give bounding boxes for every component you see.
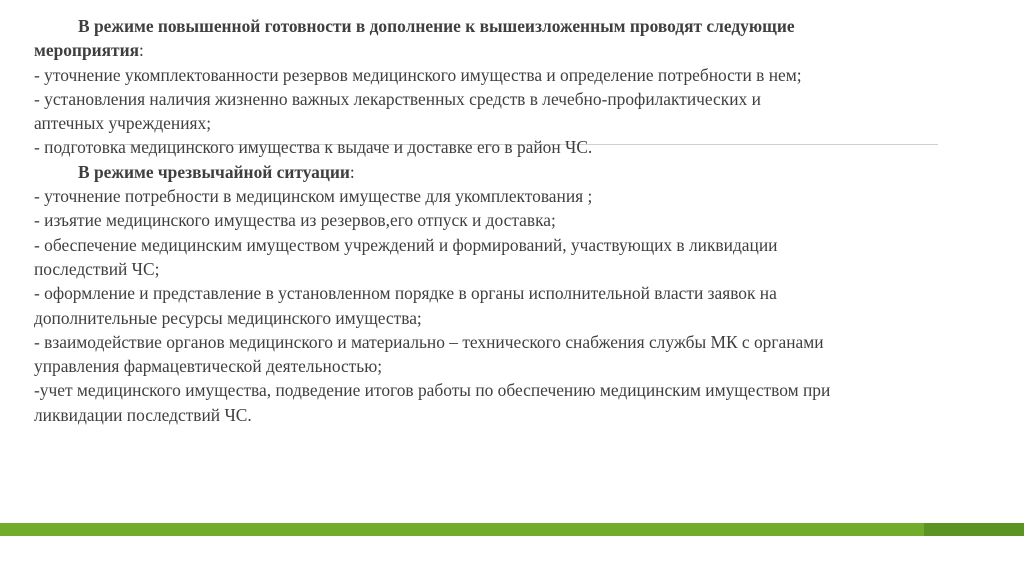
section2-heading: В режиме чрезвычайной ситуации bbox=[78, 161, 350, 182]
section2-item: - взаимодействие органов медицинского и материально – технического снабжения службы МК с органами bbox=[34, 331, 824, 352]
footer-accent-bar-dark bbox=[924, 523, 1024, 536]
section2-item: - изъятие медицинского имущества из резервов,его отпуск и доставка; bbox=[34, 210, 556, 231]
section1-heading-colon: : bbox=[139, 40, 144, 61]
section2-heading-colon: : bbox=[349, 161, 355, 182]
section2-heading-line bbox=[34, 160, 986, 184]
slide-text-block bbox=[34, 14, 986, 427]
section1-heading-line bbox=[34, 14, 986, 38]
section2-item: ликвидации последствий ЧС. bbox=[34, 404, 252, 425]
footer-accent-bar bbox=[0, 523, 1024, 536]
section2-item: - уточнение потребности в медицинском имуществе для укомплектования ; bbox=[34, 186, 593, 207]
section1-item: - подготовка медицинского имущества к выдаче и доставке его в район ЧС. bbox=[34, 137, 593, 158]
section2-item: - обеспечение медицинским имуществом учреждений и формирований, участвующих в ликвидации bbox=[34, 234, 778, 255]
section2-item: управления фармацевтической деятельностью; bbox=[34, 356, 383, 377]
section1-item: аптечных учреждениях; bbox=[34, 113, 212, 134]
section2-item: дополнительные ресурсы медицинского имущества; bbox=[34, 307, 422, 328]
section2-item: -учет медицинского имущества, подведение итогов работы по обеспечению медицинским имуществом при bbox=[34, 380, 831, 401]
section1-item: - уточнение укомплектованности резервов медицинского имущества и определение потребности в нем; bbox=[34, 64, 802, 85]
section2-item: последствий ЧС; bbox=[34, 258, 160, 279]
section1-heading-cont: мероприятия bbox=[34, 40, 140, 61]
section1-heading: В режиме повышенной готовности в дополнение к вышеизложенным проводят следующие bbox=[78, 16, 795, 36]
section1-item: - установления наличия жизненно важных лекарственных средств в лечебно-профилактических и bbox=[34, 88, 761, 109]
section2-item: - оформление и представление в установленном порядке в органы исполнительной власти заявок на bbox=[34, 283, 777, 304]
section1-heading-cont-line bbox=[34, 38, 986, 62]
